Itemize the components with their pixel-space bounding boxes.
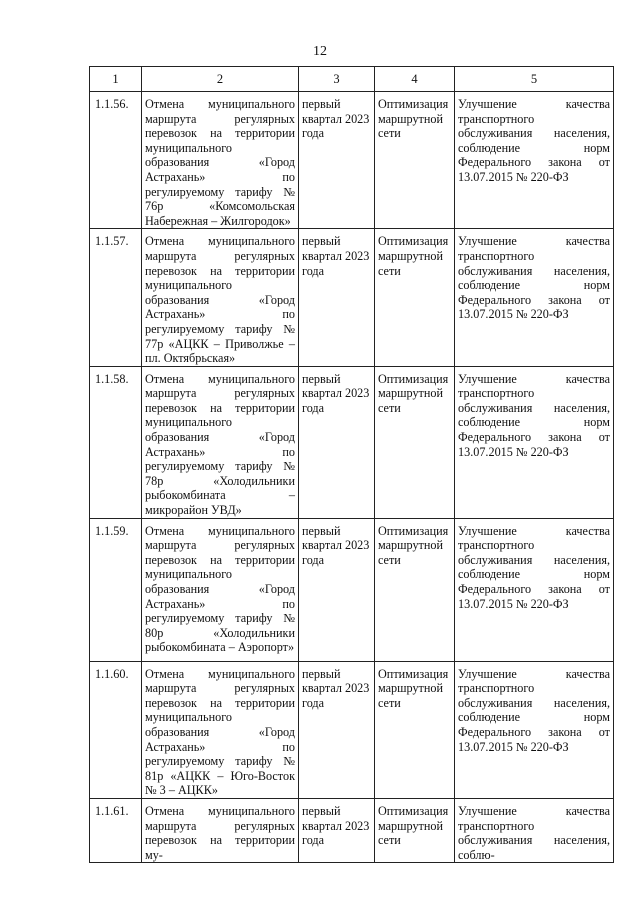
measures-table	[89, 66, 614, 863]
measure-goal: Оптимизация маршрутной сети	[375, 798, 455, 862]
measure-description: Отмена муниципального маршрута регулярных перевозок на территории муниципального образования «Город Астрахань» по регулируемому тарифу № 78р «Холодильники рыбокомбината – микрорайон УВД»	[142, 366, 299, 518]
table-row	[90, 229, 614, 366]
page-number: 12	[313, 44, 327, 59]
measure-description: Отмена муниципального маршрута регулярных перевозок на территории муниципального образования «Город Астрахань» по регулируемому тарифу № 76р «Комсомольская Набережная – Жилгородок»	[142, 92, 299, 229]
measure-goal: Оптимизация маршрутной сети	[375, 366, 455, 518]
expected-result: Улучшение качества транспортного обслуживания населения, соблюдение норм Федерального закона от 13.07.2015 № 220-ФЗ	[455, 366, 614, 518]
measure-goal: Оптимизация маршрутной сети	[375, 229, 455, 366]
measure-description: Отмена муниципального маршрута регулярных перевозок на территории муниципального образования «Город Астрахань» по регулируемому тарифу № 81р «АЦКК – Юго-Восток № 3 – АЦКК»	[142, 661, 299, 798]
implementation-period: первый квартал 2023 года	[299, 661, 375, 798]
table-row	[90, 798, 614, 862]
header-row	[90, 67, 614, 92]
expected-result: Улучшение качества транспортного обслуживания населения, соблюдение норм Федерального закона от 13.07.2015 № 220-ФЗ	[455, 661, 614, 798]
item-number: 1.1.58.	[90, 366, 142, 518]
table-row	[90, 366, 614, 518]
measure-description: Отмена муниципального маршрута регулярных перевозок на территории муниципального образования «Город Астрахань» по регулируемому тарифу № 77р «АЦКК – Приволжье – пл. Октябрьская»	[142, 229, 299, 366]
item-number: 1.1.59.	[90, 518, 142, 661]
expected-result: Улучшение качества транспортного обслуживания населения, соблюдение норм Федерального закона от 13.07.2015 № 220-ФЗ	[455, 518, 614, 661]
implementation-period: первый квартал 2023 года	[299, 229, 375, 366]
table-row	[90, 661, 614, 798]
item-number: 1.1.61.	[90, 798, 142, 862]
item-number: 1.1.60.	[90, 661, 142, 798]
implementation-period: первый квартал 2023 года	[299, 798, 375, 862]
column-header: 3	[299, 67, 375, 92]
column-header: 1	[90, 67, 142, 92]
expected-result: Улучшение качества транспортного обслуживания населения, соблю-	[455, 798, 614, 862]
item-number: 1.1.56.	[90, 92, 142, 229]
measure-description: Отмена муниципального маршрута регулярных перевозок на территории муниципального образования «Город Астрахань» по регулируемому тарифу № 80р «Холодильники рыбокомбината – Аэропорт»	[142, 518, 299, 661]
measure-goal: Оптимизация маршрутной сети	[375, 518, 455, 661]
column-header: 2	[142, 67, 299, 92]
implementation-period: первый квартал 2023 года	[299, 92, 375, 229]
measure-description: Отмена муниципального маршрута регулярных перевозок на территории му-	[142, 798, 299, 862]
table-row	[90, 518, 614, 661]
measure-goal: Оптимизация маршрутной сети	[375, 92, 455, 229]
expected-result: Улучшение качества транспортного обслуживания населения, соблюдение норм Федерального закона от 13.07.2015 № 220-ФЗ	[455, 229, 614, 366]
column-header: 5	[455, 67, 614, 92]
implementation-period: первый квартал 2023 года	[299, 518, 375, 661]
implementation-period: первый квартал 2023 года	[299, 366, 375, 518]
column-header: 4	[375, 67, 455, 92]
item-number: 1.1.57.	[90, 229, 142, 366]
measure-goal: Оптимизация маршрутной сети	[375, 661, 455, 798]
expected-result: Улучшение качества транспортного обслуживания населения, соблюдение норм Федерального закона от 13.07.2015 № 220-ФЗ	[455, 92, 614, 229]
table-row	[90, 92, 614, 229]
